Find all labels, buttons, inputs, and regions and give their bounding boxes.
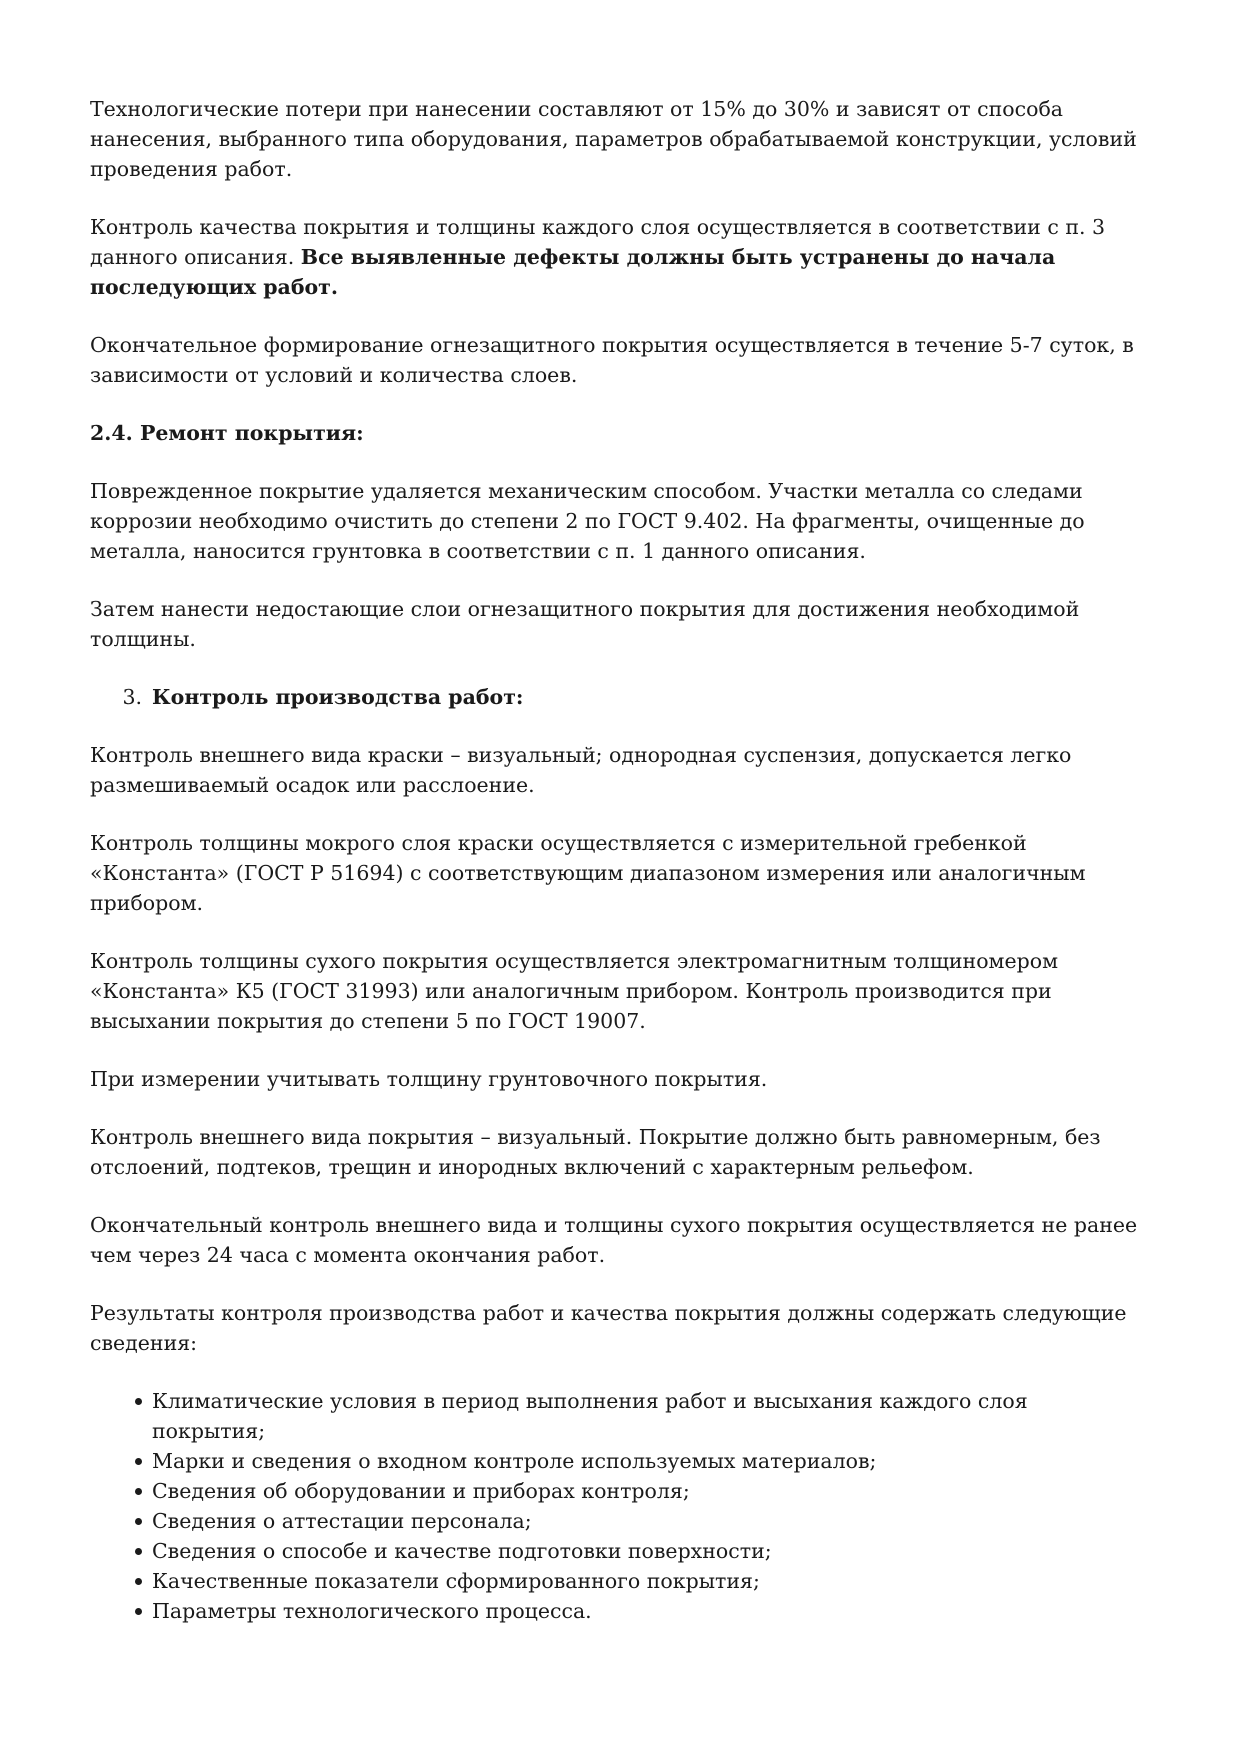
bullet-icon <box>90 1506 152 1536</box>
list-item <box>90 1476 1170 1506</box>
bullet-icon <box>90 1446 152 1476</box>
bullet-icon <box>90 1596 152 1626</box>
section-3-heading <box>90 682 1170 712</box>
list-item <box>90 1446 1170 1476</box>
list-item <box>90 1506 1170 1536</box>
list-item-text: Сведения о способе и качестве подготовки поверхности; <box>152 1539 772 1563</box>
heading-repair: 2.4. Ремонт покрытия: <box>90 421 364 445</box>
bullet-icon <box>90 1386 152 1446</box>
bullet-icon <box>90 1476 152 1506</box>
list-item <box>90 1536 1170 1566</box>
paragraph-quality-control <box>90 212 1170 302</box>
bullet-icon <box>90 1566 152 1596</box>
list-item-text: Сведения о аттестации персонала; <box>152 1509 532 1533</box>
paragraph-paint-appearance: Контроль внешнего вида краски – визуальный; однородная суспензия, допускается легко размешиваемый осадок или расслоение. <box>90 743 1072 797</box>
list-item-text: Марки и сведения о входном контроле используемых материалов; <box>152 1449 877 1473</box>
paragraph-repair-method: Поврежденное покрытие удаляется механическим способом. Участки металла со следами коррозии необходимо очистить до степени 2 по ГОСТ 9.402. На фрагменты, очищенные до металла, наносится грунтовка в соответствии с п. 1 данного описания. <box>90 479 1085 563</box>
paragraph-final-control: Окончательный контроль внешнего вида и толщины сухого покрытия осуществляется не ранее чем через 24 часа с момента окончания работ. <box>90 1213 1138 1267</box>
paragraph-coating-appearance: Контроль внешнего вида покрытия – визуальный. Покрытие должно быть равномерным, без отслоений, подтеков, трещин и инородных включений с характерным рельефом. <box>90 1125 1101 1179</box>
paragraph-final-formation: Окончательное формирование огнезащитного покрытия осуществляется в течение 5-7 суток, в зависимости от условий и количества слоев. <box>90 333 1134 387</box>
list-item <box>90 1596 1170 1626</box>
list-item-text: Сведения об оборудовании и приборах контроля; <box>152 1479 690 1503</box>
paragraph-tech-losses: Технологические потери при нанесении составляют от 15% до 30% и зависят от способа нанесения, выбранного типа оборудования, параметров обрабатываемой конструкции, условий проведения работ. <box>90 97 1137 181</box>
paragraph-quality-control-text: Контроль качества покрытия и толщины каждого слоя осуществляется в соответствии с п. 3 данного описания. <box>90 215 1106 269</box>
list-item-text: Климатические условия в период выполнения работ и высыхания каждого слоя покрытия; <box>152 1389 1028 1443</box>
document-page <box>90 94 1170 1626</box>
paragraph-primer-note: При измерении учитывать толщину грунтовочного покрытия. <box>90 1067 768 1091</box>
bullet-icon <box>90 1536 152 1566</box>
paragraph-repair-layers: Затем нанести недостающие слои огнезащитного покрытия для достижения необходимой толщины. <box>90 597 1080 651</box>
list-item <box>90 1566 1170 1596</box>
list-item-text: Качественные показатели сформированного покрытия; <box>152 1569 760 1593</box>
paragraph-results-intro: Результаты контроля производства работ и качества покрытия должны содержать следующие сведения: <box>90 1301 1127 1355</box>
list-item <box>90 1386 1170 1446</box>
section-3-number: 3. <box>122 685 142 709</box>
paragraph-defects-warning: Все выявленные дефекты должны быть устранены до начала последующих работ. <box>90 245 1056 299</box>
paragraph-dry-thickness: Контроль толщины сухого покрытия осуществляется электромагнитным толщиномером «Константа» К5 (ГОСТ 31993) или аналогичным прибором. Контроль производится при высыхании покрытия до степени 5 по ГОСТ 19007. <box>90 949 1059 1033</box>
paragraph-wet-thickness: Контроль толщины мокрого слоя краски осуществляется с измерительной гребенкой «Константа» (ГОСТ Р 51694) с соответствующим диапазоном измерения или аналогичным прибором. <box>90 831 1086 915</box>
results-list <box>90 1386 1170 1626</box>
list-item-text: Параметры технологического процесса. <box>152 1599 592 1623</box>
section-3-title: Контроль производства работ: <box>152 685 524 709</box>
